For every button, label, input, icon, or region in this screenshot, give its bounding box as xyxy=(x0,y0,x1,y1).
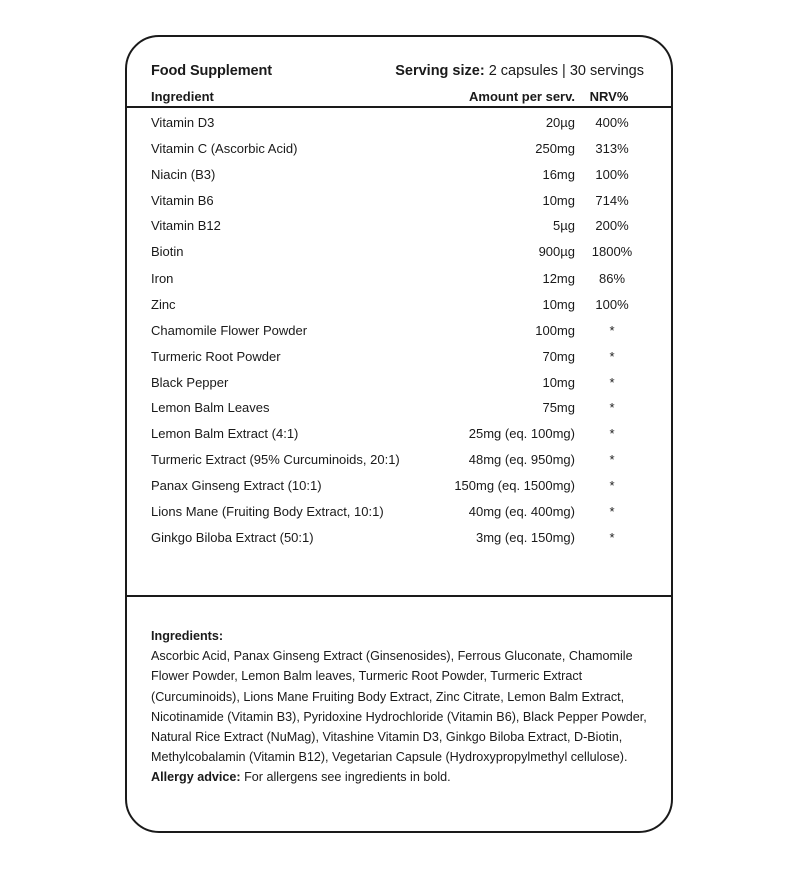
ingredient-amount: 10mg xyxy=(542,375,575,390)
ingredient-nrv: 400% xyxy=(595,115,629,130)
ingredient-nrv: 1800% xyxy=(591,244,633,259)
ingredient-name: Vitamin C (Ascorbic Acid) xyxy=(151,141,298,156)
ingredient-nrv: 100% xyxy=(595,297,629,312)
label-title: Food Supplement xyxy=(151,63,272,79)
ingredient-nrv: * xyxy=(609,530,615,545)
serving-size-label: Serving size: xyxy=(395,63,485,79)
ingredient-nrv: 100% xyxy=(595,167,629,182)
ingredient-nrv: * xyxy=(609,400,615,415)
table-row xyxy=(127,167,671,187)
table-row xyxy=(127,193,671,213)
supplement-label xyxy=(125,35,673,833)
ingredient-amount: 3mg (eq. 150mg) xyxy=(476,530,575,545)
table-header-row xyxy=(127,89,671,109)
ingredient-amount: 25mg (eq. 100mg) xyxy=(468,426,575,441)
ingredient-name: Biotin xyxy=(151,244,184,259)
ingredient-nrv: * xyxy=(609,478,615,493)
ingredient-amount: 40mg (eq. 400mg) xyxy=(468,504,575,519)
ingredient-amount: 12mg xyxy=(542,271,575,286)
table-row xyxy=(127,452,671,472)
ingredient-name: Turmeric Extract (95% Curcuminoids, 20:1) xyxy=(151,452,400,467)
table-row xyxy=(127,375,671,395)
nutrition-table xyxy=(127,89,671,597)
table-row xyxy=(127,218,671,238)
ingredient-amount: 70mg xyxy=(542,349,575,364)
ingredient-amount: 100mg xyxy=(535,323,575,338)
ingredient-amount: 10mg xyxy=(542,297,575,312)
table-row xyxy=(127,115,671,135)
ingredient-amount: 75mg xyxy=(542,400,575,415)
ingredient-amount: 16mg xyxy=(542,167,575,182)
table-row xyxy=(127,297,671,317)
ingredient-nrv: 86% xyxy=(598,271,626,286)
ingredient-amount: 20µg xyxy=(545,115,575,130)
ingredient-nrv: * xyxy=(609,375,615,390)
ingredient-nrv: 200% xyxy=(595,218,629,233)
ingredient-name: Iron xyxy=(151,271,174,286)
ingredient-name: Black Pepper xyxy=(151,375,229,390)
ingredient-amount: 48mg (eq. 950mg) xyxy=(468,452,575,467)
ingredient-nrv: * xyxy=(609,452,615,467)
ingredient-name: Panax Ginseng Extract (10:1) xyxy=(151,478,322,493)
ingredient-name: Vitamin B12 xyxy=(151,218,221,233)
ingredient-amount: 900µg xyxy=(538,244,575,259)
ingredient-amount: 10mg xyxy=(542,193,575,208)
ingredient-name: Vitamin B6 xyxy=(151,193,214,208)
table-row xyxy=(127,141,671,161)
table-row xyxy=(127,530,671,550)
ingredient-name: Turmeric Root Powder xyxy=(151,349,281,364)
ingredient-nrv: * xyxy=(609,504,615,519)
ingredient-name: Vitamin D3 xyxy=(151,115,215,130)
table-row xyxy=(127,323,671,343)
ingredient-nrv: * xyxy=(609,349,615,364)
allergy-label: Allergy advice: xyxy=(151,770,241,785)
table-row xyxy=(127,400,671,420)
ingredient-name: Ginkgo Biloba Extract (50:1) xyxy=(151,530,314,545)
ingredient-nrv: 313% xyxy=(595,141,629,156)
ingredients-title: Ingredients: xyxy=(151,629,224,643)
ingredient-name: Chamomile Flower Powder xyxy=(151,323,308,338)
column-header-amount: Amount per serv. xyxy=(469,89,575,104)
ingredient-amount: 250mg xyxy=(535,141,575,156)
ingredient-nrv: * xyxy=(609,323,615,338)
ingredients-block xyxy=(151,626,651,788)
ingredient-name: Lemon Balm Extract (4:1) xyxy=(151,426,299,441)
ingredient-name: Niacin (B3) xyxy=(151,167,216,182)
table-row xyxy=(127,504,671,524)
ingredient-nrv: * xyxy=(609,426,615,441)
allergy-text: For allergens see ingredients in bold. xyxy=(244,770,451,785)
ingredient-name: Lions Mane (Fruiting Body Extract, 10:1) xyxy=(151,504,384,519)
ingredients-text: Ascorbic Acid, Panax Ginseng Extract (Ginsenosides), Ferrous Gluconate, Chamomile Flower Powder, Lemon Balm leaves, Turmeric Root Powder, Turmeric Extract (Curcuminoids), Lions Mane Fruiting Body Extract, Zinc Citrate, Lemon Balm Extract, Nicotinamide (Vitamin B3), Pyridoxine Hydrochloride (Vitamin B6), Black Pepper Powder, Natural Rice Extract (NuMag), Vitashine Vitamin D3, Ginkgo Biloba Extract, D-Biotin, Methylcobalamin (Vitamin B12), Vegetarian Capsule (Hydroxypropylmethyl cellulose). xyxy=(151,649,647,765)
column-header-nrv: NRV% xyxy=(589,89,629,104)
allergy-advice xyxy=(151,767,651,787)
ingredient-name: Lemon Balm Leaves xyxy=(151,400,270,415)
table-row xyxy=(127,478,671,498)
table-row xyxy=(127,426,671,446)
ingredient-nrv: 714% xyxy=(595,193,629,208)
serving-size-value: 2 capsules | 30 servings xyxy=(488,63,644,79)
ingredient-name: Zinc xyxy=(151,297,176,312)
table-row xyxy=(127,271,671,291)
serving-size xyxy=(395,63,644,79)
ingredient-amount: 5µg xyxy=(553,218,575,233)
column-header-ingredient: Ingredient xyxy=(151,89,214,104)
ingredient-amount: 150mg (eq. 1500mg) xyxy=(454,478,575,493)
table-row xyxy=(127,244,671,264)
table-row xyxy=(127,349,671,369)
